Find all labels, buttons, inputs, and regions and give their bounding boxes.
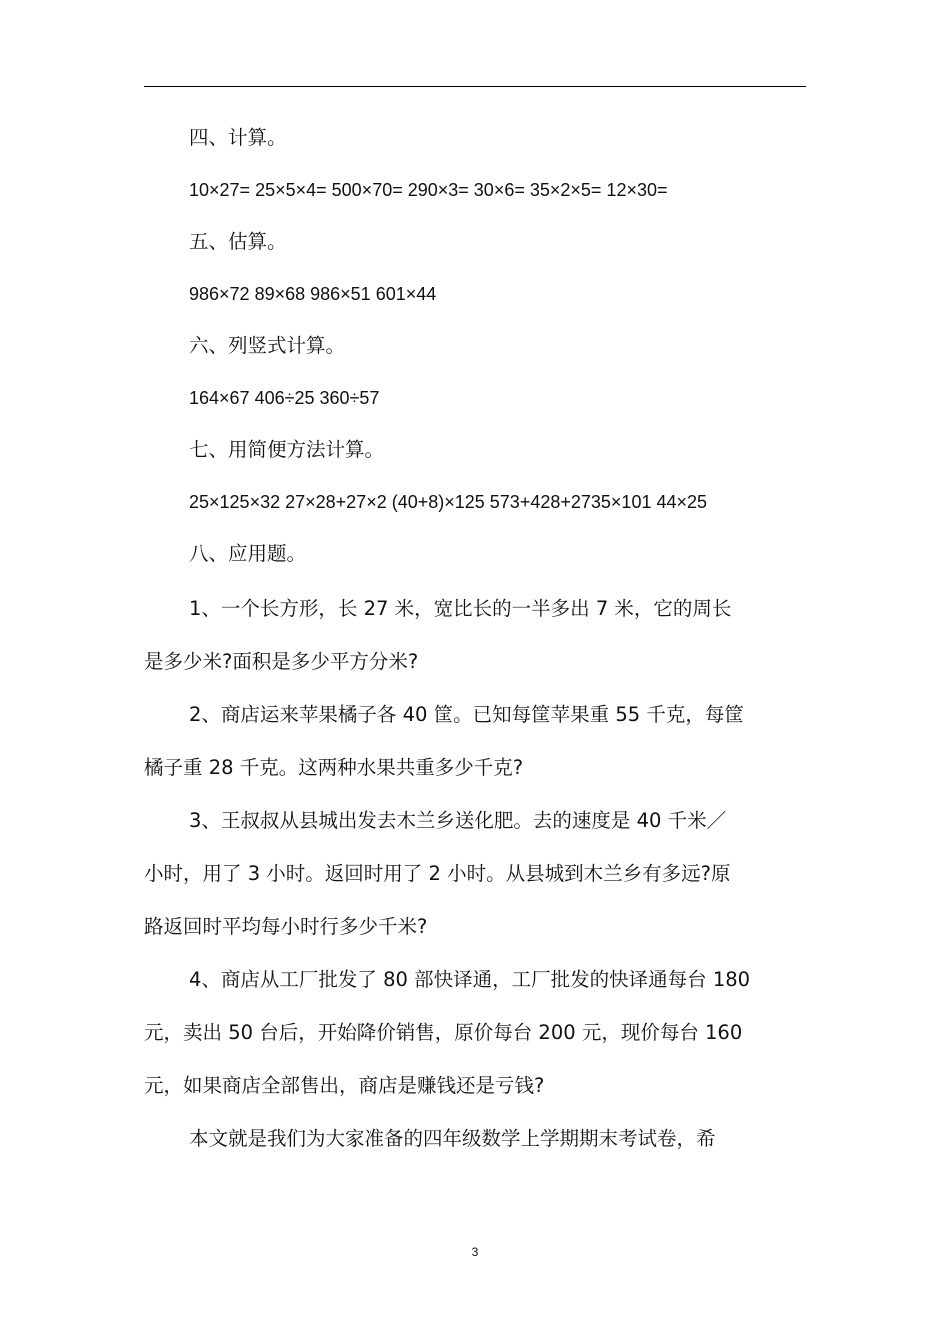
- closing-paragraph: 本文就是我们为大家准备的四年级数学上学期期末考试卷，希: [189, 1127, 716, 1150]
- problem-2-line-2: 橘子重 28 千克。这两种水果共重多少千克?: [144, 756, 524, 779]
- problem-3: [144, 794, 806, 953]
- problem-2-line-1: 2、商店运来苹果橘子各 40 筐。已知每筐苹果重 55 千克，每筐: [189, 703, 744, 726]
- section-8-title: 八、应用题。: [189, 542, 307, 565]
- problem-4: [144, 953, 806, 1112]
- problem-3-line-2: 小时，用了 3 小时。返回时用了 2 小时。从县城到木兰乡有多远?原: [144, 862, 731, 885]
- document-body: [144, 122, 806, 1165]
- section-4-items: 10×27= 25×5×4= 500×70= 290×3= 30×6= 35×2×5= 12×30=: [189, 180, 668, 200]
- problem-4-line-1: 4、商店从工厂批发了 80 部快译通，工厂批发的快译通每台 180: [189, 968, 751, 991]
- section-7-title: 七、用简便方法计算。: [189, 438, 385, 461]
- section-5-title: 五、估算。: [189, 230, 287, 253]
- problem-2: [144, 688, 806, 794]
- problem-4-line-2: 元，卖出 50 台后，开始降价销售，原价每台 200 元，现价每台 160: [144, 1021, 743, 1044]
- section-6-title: 六、列竖式计算。: [189, 334, 346, 357]
- header-rule: [144, 86, 806, 87]
- problem-1-line-2: 是多少米?面积是多少平方分米?: [144, 650, 419, 673]
- problem-1: [144, 582, 806, 688]
- section-7-items: 25×125×32 27×28+27×2 (40+8)×125 573+428+2735×101 44×25: [189, 492, 708, 512]
- problem-4-line-3: 元，如果商店全部售出，商店是赚钱还是亏钱?: [144, 1074, 545, 1097]
- section-6-items: 164×67 406÷25 360÷57: [189, 388, 380, 408]
- problem-3-line-3: 路返回时平均每小时行多少千米?: [144, 915, 428, 938]
- problem-1-line-1: 1、一个长方形，长 27 米，宽比长的一半多出 7 米，它的周长: [189, 597, 732, 620]
- section-5-items: 986×72 89×68 986×51 601×44: [189, 284, 437, 304]
- section-4-title: 四、计算。: [189, 126, 287, 149]
- problem-3-line-1: 3、王叔叔从县城出发去木兰乡送化肥。去的速度是 40 千米／: [189, 809, 727, 832]
- page-number: 3: [471, 1245, 479, 1259]
